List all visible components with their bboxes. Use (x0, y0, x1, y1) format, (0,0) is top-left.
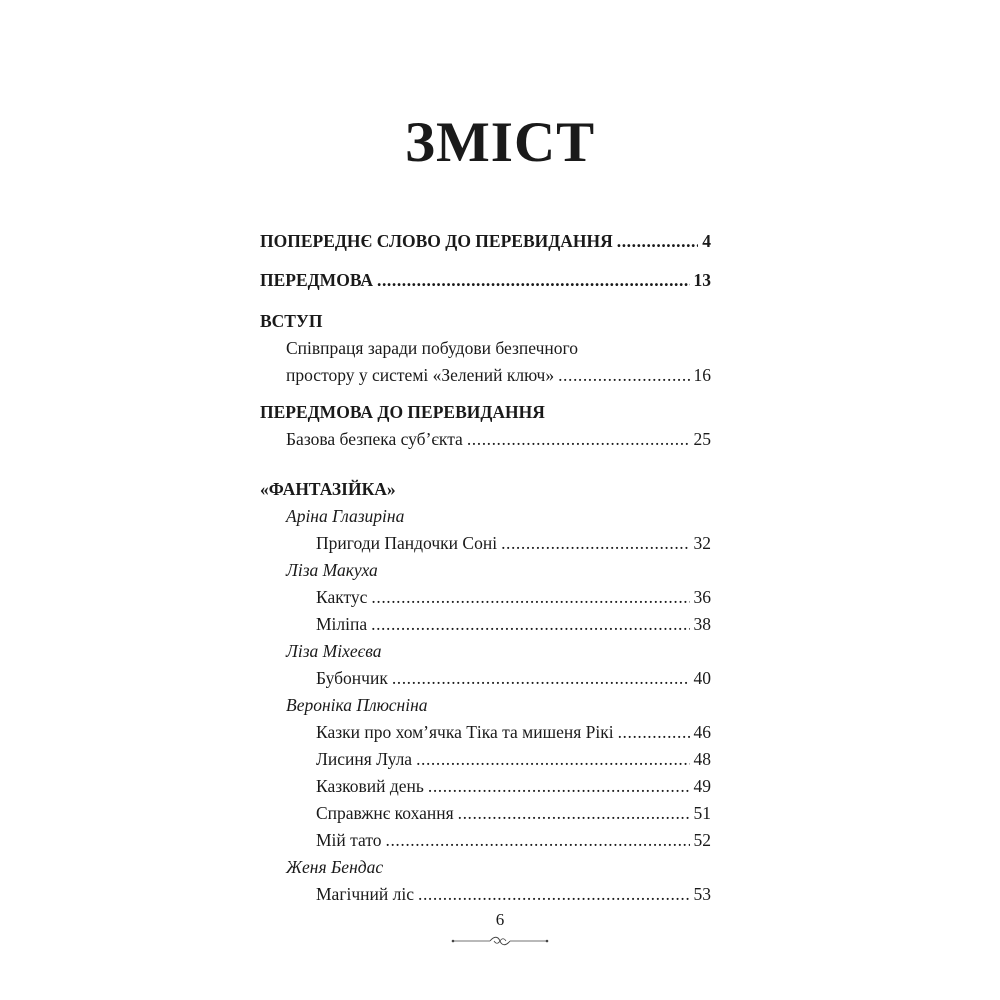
toc-entry-label: Пригоди Пандочки Соні (316, 533, 498, 553)
toc-entry-work[interactable] (260, 827, 711, 854)
toc-entry-label: Справжнє кохання (316, 803, 454, 823)
toc-entry-page: 48 (693, 749, 711, 769)
section-heading-intro: ВСТУП (260, 311, 323, 331)
toc-entry-label: Казковий день (316, 776, 424, 796)
toc-entry-page: 13 (693, 270, 711, 290)
dot-leader (418, 881, 689, 908)
toc-entry-label: Мій тато (316, 830, 382, 850)
page-footer (0, 910, 1000, 948)
table-of-contents (260, 228, 711, 908)
dot-leader (558, 362, 689, 389)
toc-entry-label: Казки про хом’ячка Тіка та мишеня Рікі (316, 722, 614, 742)
toc-entry-work[interactable] (260, 665, 711, 692)
dot-leader (416, 746, 689, 773)
dot-leader (392, 665, 690, 692)
toc-entry-intro[interactable] (260, 362, 711, 389)
toc-entry-label: простору у системі «Зелений ключ» (286, 365, 555, 385)
toc-entry-work[interactable] (260, 611, 711, 638)
toc-entry-work[interactable] (260, 746, 711, 773)
toc-entry-work[interactable] (260, 800, 711, 827)
toc-entry-label: Базова безпека суб’єкта (286, 429, 463, 449)
dot-leader (377, 267, 689, 294)
toc-entry-label: Лисиня Лула (316, 749, 413, 769)
toc-entry-page: 32 (693, 533, 711, 553)
page-title: ЗМІСТ (404, 111, 596, 174)
dot-leader (501, 530, 689, 557)
toc-entry-page: 46 (693, 722, 711, 742)
toc-entry-pre-foreword[interactable] (260, 228, 711, 255)
dot-leader (467, 426, 690, 453)
toc-entry-work[interactable] (260, 881, 711, 908)
toc-entry-work[interactable] (260, 530, 711, 557)
toc-entry-page: 16 (693, 365, 711, 385)
toc-entry-page: 4 (702, 231, 711, 251)
dot-leader (617, 228, 698, 255)
toc-entry-page: 53 (693, 884, 711, 904)
toc-entry-page: 52 (693, 830, 711, 850)
section-heading-fantasy: «ФАНТАЗІЙКА» (260, 479, 396, 499)
dot-leader (371, 611, 689, 638)
toc-entry-page: 25 (693, 429, 711, 449)
toc-entry-label: ПОПЕРЕДНЄ СЛОВО ДО ПЕРЕВИДАННЯ (260, 231, 613, 251)
page-number: 6 (495, 910, 505, 929)
author-name: Вероніка Плюсніна (286, 695, 428, 715)
section-heading-reissue: ПЕРЕДМОВА ДО ПЕРЕВИДАННЯ (260, 402, 545, 422)
toc-entry-label: ПЕРЕДМОВА (260, 270, 374, 290)
toc-entry-work[interactable] (260, 584, 711, 611)
dot-leader (371, 584, 689, 611)
toc-entry-page: 51 (693, 803, 711, 823)
toc-entry-page: 40 (693, 668, 711, 688)
toc-entry-page: 38 (693, 614, 711, 634)
dot-leader (386, 827, 690, 854)
toc-entry-page: 36 (693, 587, 711, 607)
dot-leader (428, 773, 690, 800)
toc-entry-work[interactable] (260, 773, 711, 800)
author-name: Женя Бендас (286, 857, 384, 877)
dot-leader (618, 719, 690, 746)
toc-entry-intro-line1[interactable]: Співпраця заради побудови безпечного (286, 338, 579, 358)
toc-entry-work[interactable] (260, 719, 711, 746)
toc-entry-reissue[interactable] (260, 426, 711, 453)
flourish-ornament-icon (450, 934, 550, 948)
author-name: Аріна Глазиріна (286, 506, 405, 526)
toc-entry-page: 49 (693, 776, 711, 796)
toc-entry-label: Кактус (316, 587, 368, 607)
toc-entry-foreword[interactable] (260, 267, 711, 294)
toc-entry-label: Міліпа (316, 614, 368, 634)
author-name: Ліза Міхеєва (286, 641, 382, 661)
dot-leader (458, 800, 690, 827)
toc-entry-label: Магічний ліс (316, 884, 415, 904)
toc-entry-label: Бубончик (316, 668, 388, 688)
author-name: Ліза Макуха (286, 560, 378, 580)
